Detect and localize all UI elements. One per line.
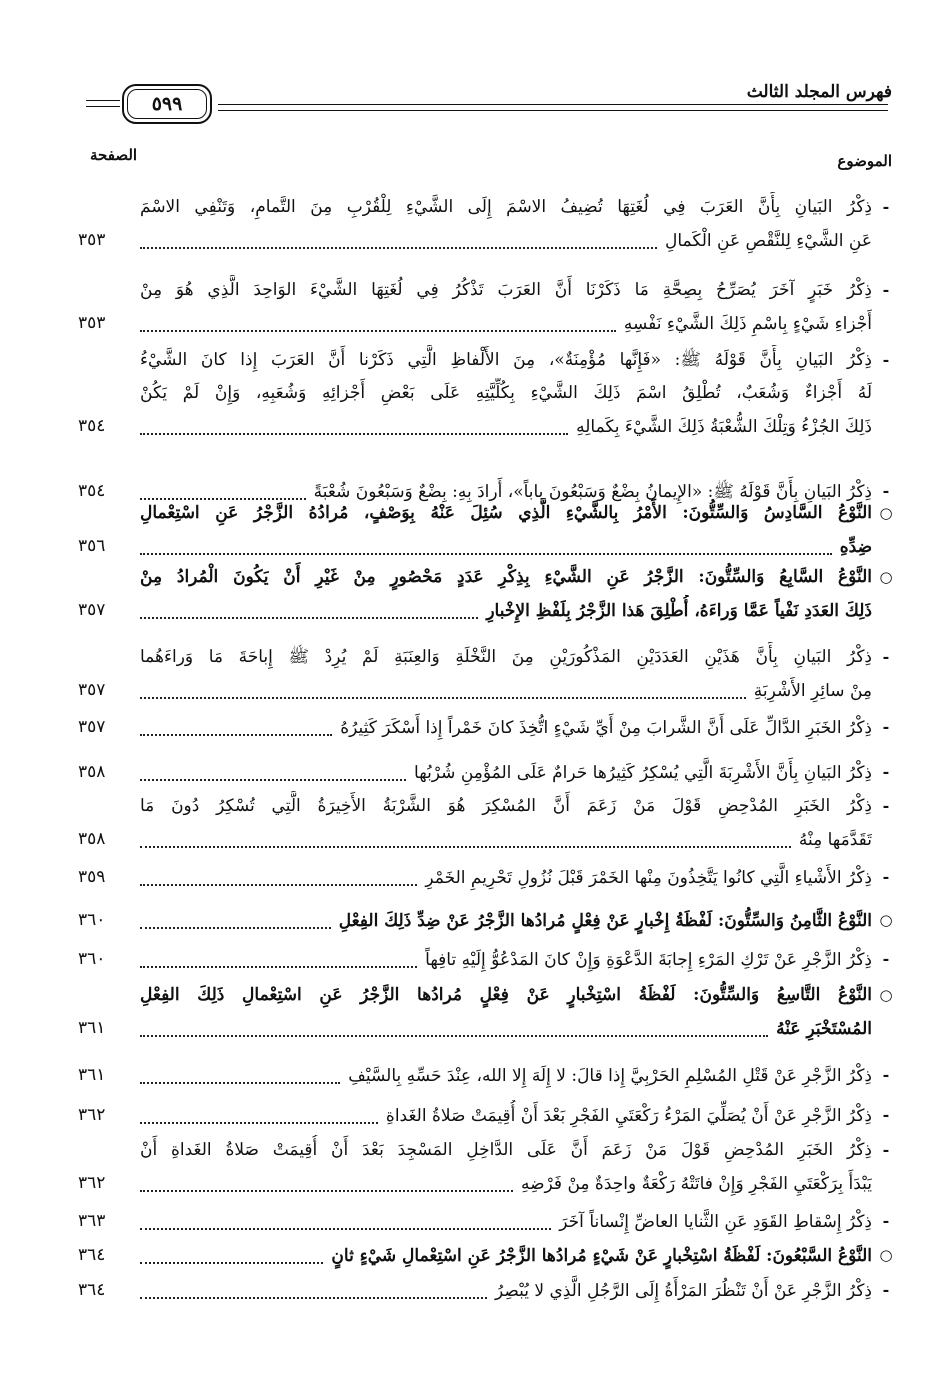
dot-leader [140,1296,487,1299]
entry-line [140,1013,872,1045]
entry-text: النَّوْعُ السَّبْعُونَ: لَفْظَةُ اسْتِخْبارٍ عَنْ شَيْءٍ مُرادُها الزَّجْرُ عَنِ اسْتِعْمالِ شَيْءٍ ثانٍ [331,1246,872,1266]
entry-line [140,531,872,563]
dot-leader [140,246,657,249]
dot-leader [140,696,746,699]
entry-text: ذِكْرُ الزَّجْرِ عَنْ أَنْ تَنْظُرَ المَرْأَةُ إِلَى الرَّجُلِ الَّذِي لا يُبْصِرُ [494,1281,872,1301]
toc-entry [78,944,898,977]
page-reference: ٣٦١ [78,1065,106,1085]
column-heading-page: الصفحة [90,146,138,164]
entry-text: ذِكْرُ الخَبَرِ المُدْحِضِ قَوْلَ مَنْ زَعَمَ أَنَّ عَلَى الدَّاخِلِ المَسْجِدَ بَعْدَ أَنْ أُقِيمَتْ صَلاةُ الغَداةِ أَنْ [140,1140,872,1160]
page-reference: ٣٥٨ [78,762,106,782]
entry-text: ضِدِّهِ [839,537,872,557]
entry-text: ذِكْرُ البَيانِ بِأَنَّ قَوْلَهُ ﷺ: «الإِيمانُ بِضْعٌ وَسَبْعُونَ باباً»، أَرادَ بِهِ: بِضْعٌ وَسَبْعُونَ شُعْبَةً [313,482,872,502]
entry-text: لَهُ أَجْزاءٌ وَشُعَبٌ، تُطْلِقُ اسْمَ ذَلِكَ الشَّيْءِ بِكُلِّيَّتِهِ عَلَى بَعْضِ أَجْزائِهِ وَشُعَبِهِ، وَإِنْ لَمْ يَكُنْ [140,383,872,403]
running-title: فهرس المجلد الثالث [746,82,892,102]
entry-line [140,1240,872,1272]
entry-line [140,712,872,744]
entry-dash-icon: - [882,1105,890,1124]
toc-entry [78,1100,898,1133]
page-reference: ٣٦١ [78,1018,106,1038]
page-reference: ٣٦٣ [78,1211,106,1231]
toc-entry [78,192,898,258]
entry-text: ذِكْرُ الخَبَرِ الدَّالِّ عَلَى أَنَّ الشَّرابَ مِنْ أَيِّ شَيْءٍ اتُّخِذَ كانَ خَمْراً إِذا أَسْكَرَ كَثِيرُهُ [340,718,872,738]
dot-leader [140,965,417,968]
dot-leader [140,1034,768,1037]
entry-line [140,308,872,340]
entry-text: ذِكْرُ البَيانِ بِأَنَّ الأَشْرِبَةَ الَّتِي يُسْكِرُ كَثِيرُها حَرامٌ عَلَى المُؤْمِنِ شُرْبُها [414,763,872,783]
toc-entry [78,1240,898,1273]
dot-leader [140,883,417,886]
entry-line [140,675,872,707]
entry-line [140,275,872,307]
section-bullet-icon: ○ [879,986,893,1004]
entry-line [140,345,872,377]
dot-leader [140,432,568,435]
entry-text: النَّوْعُ السَّادِسُ وَالسِّتُّونَ: الأَمْرُ بِالشَّيْءِ الَّذِي سُئِلَ عَنْهُ بِوَصْفٍ، مُرادُهُ الزَّجْرُ عَنِ اسْتِعْمالِ [140,503,872,523]
entry-line [140,642,872,674]
entry-dash-icon: - [882,1211,890,1230]
entry-text: ذِكْرُ خَبَرٍ آخَرَ يُصَرِّحُ بِصِحَّةِ مَا ذَكَرْنَا أَنَّ العَرَبَ تَذْكُرُ فِي لُغَتِهَا الشَّيْءَ الوَاحِدَ الَّذِي هُوَ مِنْ [140,280,872,300]
entry-line [140,192,872,224]
entry-text: تَقَدَّمَها مِنْهُ [798,830,872,850]
toc-entry [78,562,898,628]
page-reference: ٣٥٤ [78,481,106,501]
entry-dash-icon: - [882,949,890,968]
toc-entry [78,1206,898,1239]
page-reference: ٣٥٧ [78,717,106,737]
entry-line [140,1060,872,1092]
toc-entry [78,905,898,938]
entry-text: المُسْتَخْبَرِ عَنْهُ [776,1019,872,1039]
header-rule-top [218,104,888,105]
entry-text: مِنْ سائِرِ الأَشْرِبَةِ [753,681,872,701]
entry-line [140,1135,872,1167]
page-reference: ٣٦٤ [78,1245,106,1265]
toc-entry [78,345,898,444]
entry-line [140,562,872,594]
entry-text: أَجْزاءِ شَيْءٍ بِاسْمِ ذَلِكَ الشَّيْءِ نَفْسِهِ [623,314,872,334]
entry-line [140,378,872,410]
toc-entry [78,642,898,708]
dot-leader [140,616,478,619]
page-number-frame [122,84,212,124]
entry-line [140,757,872,789]
toc-entry [78,1135,898,1201]
entry-line [140,1206,872,1238]
entry-line [140,980,872,1012]
entry-text: ذَلِكَ العَدَدِ نَفْياً عَمَّا وَراءَهُ، أُطْلِقَ هَذا الزَّجْرُ بِلَفْظِ الإِخْبارِ [486,601,872,621]
entry-dash-icon: - [882,867,890,886]
entry-text: ذِكْرُ الخَبَرِ المُدْحِضِ قَوْلَ مَنْ زَعَمَ أَنَّ المُسْكِرَ هُوَ الشَّرْبَةُ الأَخِيرَةُ الَّتِي تُسْكِرُ دُونَ مَا [140,796,872,816]
entry-text: ذِكْرُ البَيانِ بِأَنَّ العَرَبَ فِي لُغَتِهَا تُضِيفُ الاسْمَ إِلَى الشَّيْءِ لِلْقُرْبِ مِنَ التَّمامِ، وَتَنْفِي الاسْمَ [140,197,872,217]
entry-text: النَّوْعُ التَّاسِعُ وَالسِّتُّونَ: لَفْظَةُ اسْتِخْبارٍ عَنْ فِعْلٍ مُرادُها الزَّجْرُ عَنِ اسْتِعْمالِ ذَلِكَ الفِعْلِ [140,985,872,1005]
dot-leader [140,1121,378,1124]
entry-text: النَّوْعُ السَّابِعُ وَالسِّتُّونَ: الزَّجْرُ عَنِ الشَّيْءِ بِذِكْرِ عَدَدٍ مَحْصُورٍ مِنْ غَيْرِ أَنْ يَكُونَ الْمُرادُ مِنْ [140,567,872,587]
entry-dash-icon: - [882,796,890,815]
entry-dash-icon: - [882,717,890,736]
page-reference: ٣٦٢ [78,1173,106,1193]
entry-dash-icon: - [882,481,890,500]
entry-text: عَنِ الشَّيْءِ لِلنَّقْصِ عَنِ الْكَمالِ [664,231,872,251]
section-bullet-icon: ○ [879,568,893,586]
entry-text: ذِكْرُ الزَّجْرِ عَنْ أَنْ يُصَلِّيَ المَرْءُ رَكْعَتَيِ الفَجْرِ بَعْدَ أَنْ أُقِيمَتْ صَلاةُ الغَداةِ [385,1106,872,1126]
toc-entry [78,862,898,895]
page-reference: ٣٥٣ [78,313,106,333]
page-reference: ٣٦٠ [78,949,106,969]
entry-line [140,225,872,257]
entry-line [140,1168,872,1200]
entry-line [140,905,872,937]
header-rule-left-top [86,100,120,101]
entry-text: ذِكْرُ البَيانِ بِأَنَّ قَوْلَهُ ﷺ: «فَإِنَّها مُؤْمِنَةٌ»، مِنَ الأَلْفاظِ الَّتِي ذَكَرْنا أَنَّ العَرَبَ إِذا كانَ الشَّيْءُ [140,350,872,370]
entry-line [140,862,872,894]
page-reference: ٣٦٠ [78,910,106,930]
entry-dash-icon: - [882,280,890,299]
dot-leader [140,778,406,781]
entry-line [140,1275,872,1307]
entry-line [140,944,872,976]
page-reference: ٣٥٨ [78,829,106,849]
toc-entry [78,1275,898,1308]
toc-entry [78,498,898,564]
section-bullet-icon: ○ [879,1246,893,1264]
entry-line [140,498,872,530]
header-rule-left-bottom [86,106,120,107]
toc-entry [78,712,898,745]
entry-line [140,824,872,856]
dot-leader [140,845,791,848]
dot-leader [140,552,832,555]
page-reference: ٣٦٤ [78,1280,106,1300]
dot-leader [140,1081,340,1084]
toc-entry [78,1060,898,1093]
entry-text: ذِكْرُ البَيانِ بِأَنَّ هَذَيْنِ العَدَدَيْنِ المَذْكُورَيْنِ مِنَ النَّخْلَةِ وَالعِنَبَةِ لَمْ يُرِدْ ﷺ إِباحَةَ مَا وَراءَهُما [140,647,872,667]
column-heading-subject: الموضوع [837,152,892,170]
dot-leader [140,1261,323,1264]
entry-text: النَّوْعُ الثَّامِنُ وَالسِّتُّونَ: لَفْظَةُ إِخْبارٍ عَنْ فِعْلٍ مُرادُها الزَّجْرُ عَنْ ضِدِّ ذَلِكَ الفِعْلِ [338,911,872,931]
entry-line [140,595,872,627]
entry-line [140,1100,872,1132]
dot-leader [140,1227,551,1230]
toc-entry [78,275,898,341]
entry-text: ذِكْرُ الزَّجْرِ عَنْ قَتْلِ المُسْلِمِ الحَرْبِيَّ إِذا قالَ: لا إِلَهَ إِلا الله، عِنْدَ حَسِّهِ بِالسَّيْفِ [348,1066,872,1086]
page-reference: ٣٥٣ [78,230,106,250]
entry-dash-icon: - [882,1065,890,1084]
page-reference: ٣٥٦ [78,536,106,556]
entry-text: ذَلِكَ الجُزْءُ وَتِلْكَ الشُّعْبَةُ ذَلِكَ الشَّيْءَ بِكَمالِهِ [576,417,872,437]
entry-text: ذِكْرُ الزَّجْرِ عَنْ تَرْكِ المَرْءِ إِجابَةَ الدَّعْوَةِ وَإِنْ كانَ المَدْعُوُّ إِلَيْهِ تافِهاً [425,950,872,970]
entry-text: ذِكْرُ إِسْقاطِ القَوَدِ عَنِ الثَّنايا العاضِّ إِنْساناً آخَرَ [559,1212,872,1232]
toc-entry [78,757,898,790]
section-bullet-icon: ○ [879,911,893,929]
entry-line [140,791,872,823]
dot-leader [140,733,332,736]
page-reference: ٣٥٧ [78,680,106,700]
entry-dash-icon: - [882,1280,890,1299]
entry-dash-icon: - [882,197,890,216]
entry-dash-icon: - [882,350,890,369]
section-bullet-icon: ○ [879,504,893,522]
entry-text: يَبْدَأَ بِرَكْعَتَيِ الفَجْرِ وَإِنْ فاتَتْهُ رَكْعَةٌ واحِدَةٌ مِنْ فَرْضِهِ [521,1174,872,1194]
page-number: ٥٩٩ [151,93,183,115]
toc-entry [78,791,898,857]
header-rule-bottom [218,110,888,111]
dot-leader [140,329,616,332]
page-reference: ٣٥٤ [78,416,106,436]
entry-dash-icon: - [882,762,890,781]
toc-entry [78,980,898,1046]
dot-leader [140,926,331,929]
page-reference: ٣٥٧ [78,600,106,620]
page-reference: ٣٦٢ [78,1105,106,1125]
entry-line [140,411,872,443]
entry-dash-icon: - [882,1140,890,1159]
entry-dash-icon: - [882,647,890,666]
dot-leader [140,1189,513,1192]
entry-text: ذِكْرُ الأَشْياءِ الَّتِي كانُوا يَتَّخِذُونَ مِنْها الخَمْرَ قَبْلَ نُزُولِ تَحْرِيمِ الخَمْرِ [425,868,872,888]
page-reference: ٣٥٩ [78,867,106,887]
